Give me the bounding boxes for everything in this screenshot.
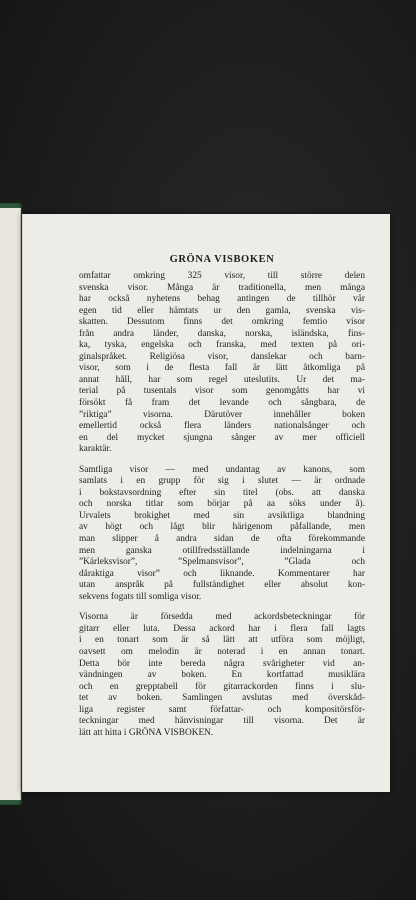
text-line: dåraktiga visor” och liknande. Kommentarer har xyxy=(79,568,365,579)
text-line: ”Kärleksvisor”, ”Spelmansvisor”, ”Glada och xyxy=(79,557,365,568)
text-line: lätt att hitta i GRÖNA VISBOKEN. xyxy=(79,727,214,738)
text-line: från andra länder, danska, norska, isländska, fins- xyxy=(79,328,365,339)
text-line: emellertid också flera länders nationalsånger och xyxy=(79,421,365,432)
text-line: vändningen av boken. En kortfattad musiklära xyxy=(79,670,365,681)
text-line: en del mycket sjungna sånger av mer officiell xyxy=(79,432,365,443)
text-line: Detta bör inte bereda några svårigheter vid an- xyxy=(79,658,365,669)
page-text xyxy=(79,254,365,748)
text-line: sekvens fogats till somliga visor. xyxy=(79,591,202,602)
text-line: annat håll, har som regel uteslutits. Ur det ma- xyxy=(79,374,365,385)
text-line: egen tid eller hämtats ur den gamla, svenska vis- xyxy=(79,305,365,316)
text-line: men ganska otillfredsställande indelningarna i xyxy=(79,545,365,556)
text-line: ka, tyska, engelska och franska, med texten på ori- xyxy=(79,340,365,351)
text-line: i en tonart som är så lätt att utföra som möjligt, xyxy=(79,635,365,646)
text-line: utan anspråk på fullständighet eller absolut kon- xyxy=(79,580,365,591)
text-line: karaktär. xyxy=(79,444,112,455)
text-line: och en grepptabell för gitarrackorden finns i slu- xyxy=(79,681,365,692)
paragraph-3 xyxy=(79,612,365,739)
text-line: skatten. Dessutom finns det omkring femtio visor xyxy=(79,317,365,328)
text-line: gitarr eller luta. Dessa ackord har i flera fall lagts xyxy=(79,623,365,634)
book-page xyxy=(22,214,390,792)
paragraph-1 xyxy=(79,271,365,456)
text-line: av högt och lågt blir härigenom påfallande, men xyxy=(79,522,365,533)
text-line: i bokstavsordning efter sin titel (obs. att danska xyxy=(79,487,365,498)
text-line: oavsett om melodin är noterad i en annan tonart. xyxy=(79,646,365,657)
book-endpaper xyxy=(0,208,21,800)
text-line: Samtliga visor — med undantag av kanons, som xyxy=(79,464,365,475)
paragraph-2 xyxy=(79,465,365,604)
text-line: och norska titlar som börjar på aa söks under å). xyxy=(79,499,365,510)
text-line: svenska visor. Många är traditionella, men många xyxy=(79,282,365,293)
text-line: ”riktiga” visorna. Därutöver innehåller boken xyxy=(79,409,365,420)
text-line: man slipper å andra sidan de ofta förekommande xyxy=(79,534,365,545)
text-line: ginalspråket. Religiösa visor, danslekar och barn- xyxy=(79,351,365,362)
text-line: visor, som i de flesta fall är lätt åtkomliga på xyxy=(79,363,365,374)
text-line: har också nyhetens behag antingen de tillhör vår xyxy=(79,294,365,305)
text-line: Urvalets brokighet med sin avsiktliga blandning xyxy=(79,510,365,521)
text-line: Visorna är försedda med ackordsbeteckningar för xyxy=(79,612,365,623)
text-line: omfattar omkring 325 visor, till större delen xyxy=(79,271,365,281)
running-head: GRÖNA VISBOKEN xyxy=(169,254,275,265)
text-line: samlats i en grupp för sig i slutet — är ordnade xyxy=(79,476,365,487)
text-line: liga register samt författar- och kompositörsför- xyxy=(79,704,365,715)
text-line: teckningar med hänvisningar till visorna. Det är xyxy=(79,716,365,727)
text-line: terial på tusentals visor som genomgåtts har vi xyxy=(79,386,365,397)
text-line: tet av boken. Samlingen avslutas med överskåd- xyxy=(79,693,365,704)
text-line: försökt få fram det levande och sångbara, de xyxy=(79,398,365,409)
